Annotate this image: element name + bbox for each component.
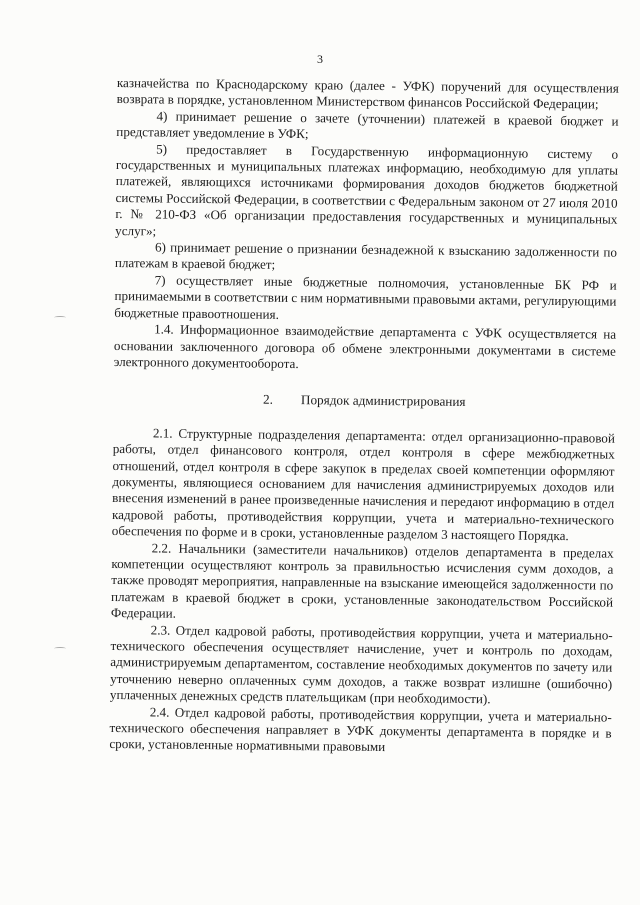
scan-mark: [54, 316, 66, 319]
paragraph: 2.4. Отдел кадровой работы, противодействия коррупции, учета и материально-технического обеспечения направляет в УФК документы департамента в порядке и в сроки, установленные нормативными правовыми: [109, 704, 612, 755]
paragraph: 6) принимает решение о признании безнадежной к взысканию задолженности по платежам в краевой бюджет;: [114, 239, 618, 273]
section-number: 2.: [263, 391, 274, 408]
paragraph: 1.4. Информационное взаимодействие департамента с УФК осуществляется на основании заключенного договора об обмене электронными документами в системе электронного документооборота.: [113, 321, 617, 371]
paragraph: 2.2. Начальники (заместители начальников) отделов департамента в пределах компетенции осуществляют контроль за правильностью исчисления сумм доходов, а также проводят мероприятия, направленные на взыскание имеющейся задолженности по платежам в краевой бюджет в сроки, установленные законодательством Российской Федерации.: [110, 539, 614, 621]
scan-mark: [54, 647, 66, 650]
section-heading: [113, 390, 615, 412]
section-title: Порядок администрирования: [300, 392, 466, 410]
document-body: [109, 75, 619, 758]
page-number: 3: [317, 52, 323, 66]
paragraph: 7) осуществляет иные бюджетные полномочия, установленные БК РФ и принимаемыми в соответствии с ним нормативными правовыми актами, регулирующими бюджетные правоотношения.: [114, 272, 617, 322]
paragraph: 4) принимает решение о зачете (уточнении) платежей в краевой бюджет и представляет уведомление в УФК;: [116, 108, 619, 142]
paragraph: 5) предоставляет в Государственную информационную систему о государственных и муниципальных платежах информацию, необходимую для уплаты платежей, являющихся источниками формирования доходов бюджетов бюджетной системы Российской Федерации, в соответствии с Федеральным законом от 27 июля 2010 г. № 210-ФЗ «Об организации предоставления государственных и муниципальных услуг»;: [115, 141, 619, 239]
paragraph: казначейства по Краснодарскому краю (далее - УФК) поручений для осуществления возврата в порядке, установленном Министерством финансов Российской Федерации;: [116, 75, 619, 112]
paragraph: 2.1. Структурные подразделения департамента: отдел организационно-правовой работы, отдел финансового контроля, отдел контроля в сфере межбюджетных отношений, отдел контроля в сфере закупок в пределах своей компетенции оформляют документы, являющиеся основанием для начисления администрируемых доходов или внесения изменений в ранее произведенные начисления и передают информацию в отдел кадровой работы, противодействия коррупции, учета и материально-технического обеспечения по форме и в сроки, установленные разделом 3 настоящего Порядка.: [111, 425, 616, 544]
paragraph: 2.3. Отдел кадровой работы, противодействия коррупции, учета и материально-технического обеспечения осуществляет начисление, учет и контроль по доходам, администрируемым департаментом, составление необходимых документов по зачету или уточнению неверно оплаченных сумм доходов, а также возврат излишне (ошибочно) уплаченных денежных средств плательщикам (при необходимости).: [109, 622, 613, 707]
